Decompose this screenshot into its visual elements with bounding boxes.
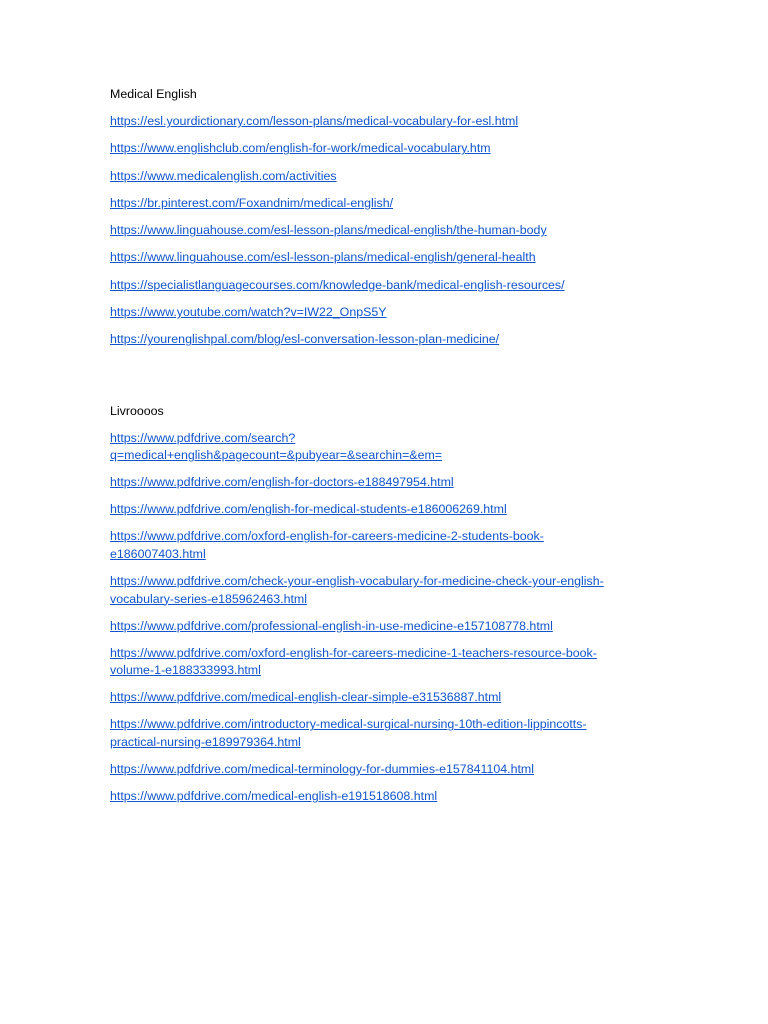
list-item (110, 331, 655, 349)
list-item (110, 222, 655, 240)
resource-link[interactable]: https://esl.yourdictionary.com/lesson-plans/medical-vocabulary-for-esl.html (110, 114, 519, 128)
list-item (110, 195, 655, 213)
list-item (110, 168, 655, 186)
book-link[interactable]: https://www.pdfdrive.com/oxford-english-for-careers-medicine-1-teachers-resource-book- volume-1-e188333993.html (110, 645, 597, 678)
book-link[interactable]: https://www.pdfdrive.com/medical-english-e191518608.html (110, 789, 438, 804)
resource-link[interactable]: https://www.linguahouse.com/esl-lesson-plans/medical-english/the-human-body (110, 223, 547, 238)
resource-link[interactable]: https://www.medicalenglish.com/activities (110, 168, 337, 183)
book-link[interactable]: https://www.pdfdrive.com/check-your-english-vocabulary-for-medicine-check-your-english- vocabulary-series-e185962463.html (110, 574, 604, 606)
resource-link[interactable]: https://www.englishclub.com/english-for-work/medical-vocabulary.htm (110, 141, 491, 156)
list-item (110, 304, 655, 322)
medical-english-link-list (110, 113, 655, 349)
book-link[interactable]: https://www.pdfdrive.com/introductory-medical-surgical-nursing-10th-edition-lippincotts- practical-nursing-e189979364.html (110, 717, 587, 749)
list-item (110, 528, 655, 563)
section-heading-livroooos: Livroooos (110, 403, 164, 418)
resource-link[interactable]: https://www.linguahouse.com/esl-lesson-plans/medical-english/general-health (110, 250, 536, 265)
book-link[interactable]: https://www.pdfdrive.com/english-for-medical-students-e186006269.html (110, 502, 507, 517)
resource-link[interactable]: https://www.youtube.com/watch?v=IW22_OnpS5Y (110, 305, 387, 320)
list-item (110, 645, 655, 680)
resource-link[interactable]: https://specialistlanguagecourses.com/knowledge-bank/medical-english-resources/ (110, 277, 565, 292)
list-item (110, 140, 655, 158)
section-spacer (110, 359, 655, 403)
section-heading-medical-english: Medical English (110, 87, 197, 101)
resource-link[interactable]: https://yourenglishpal.com/blog/esl-conversation-lesson-plan-medicine/ (110, 332, 500, 347)
book-link[interactable]: https://www.pdfdrive.com/medical-english-clear-simple-e31536887.html (110, 690, 502, 705)
list-item (110, 430, 655, 465)
list-item (110, 761, 655, 779)
list-item (110, 689, 655, 707)
book-link[interactable]: https://www.pdfdrive.com/english-for-doctors-e188497954.html (110, 475, 454, 490)
list-item (110, 501, 655, 519)
book-link[interactable]: https://www.pdfdrive.com/oxford-english-for-careers-medicine-2-students-book- e186007403.html (110, 529, 544, 561)
list-item (110, 618, 655, 636)
list-item (110, 249, 655, 267)
list-item (110, 474, 655, 492)
list-item (110, 716, 655, 751)
book-link[interactable]: https://www.pdfdrive.com/professional-english-in-use-medicine-e157108778.html (110, 618, 553, 633)
book-link[interactable]: https://www.pdfdrive.com/medical-terminology-for-dummies-e157841104.html (110, 762, 534, 777)
document-content (110, 86, 655, 815)
list-item (110, 113, 655, 131)
list-item (110, 277, 655, 295)
list-item (110, 788, 655, 806)
resource-link[interactable]: https://br.pinterest.com/Foxandnim/medical-english/ (110, 195, 394, 210)
book-link[interactable]: https://www.pdfdrive.com/search? q=medical+english&pagecount=&pubyear=&searchin=&em= (110, 430, 443, 463)
list-item (110, 573, 655, 608)
books-link-list (110, 430, 655, 806)
